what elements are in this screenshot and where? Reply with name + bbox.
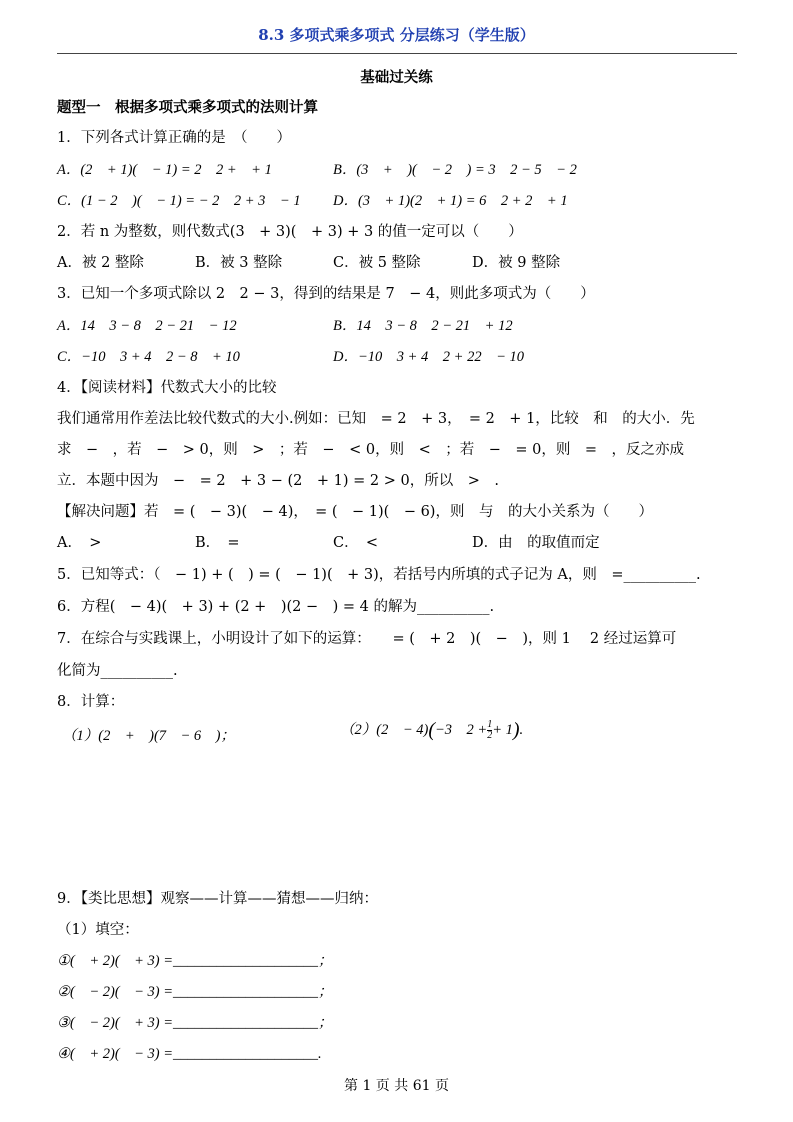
question-9-item-1: ①( + 2)( + 3) =____________________； (57, 953, 333, 969)
question-7-line-1: 7．在综合与实践课上，小明设计了如下的运算： = ( + 2 )( − )，则 1 2 经过运算可 (57, 631, 677, 647)
question-2-option-b: B．被 3 整除 (195, 255, 283, 271)
question-4-option-d: D．由 的取值而定 (472, 535, 600, 551)
section-title: 基础过关练 (360, 69, 433, 86)
question-3-option-d: D．−10 3 + 4 2 + 22 − 10 (333, 349, 524, 365)
question-8-part-2-suffix: . (519, 722, 524, 738)
question-4-option-a: A． > (57, 535, 102, 551)
question-4-problem: 【解决问题】若 = ( − 3)( − 4)， = ( − 1)( − 6)，则 与 的大小关系为（ ） (57, 504, 653, 520)
question-2-stem: 2．若 n 为整数，则代数式(3 + 3)( + 3) + 3 的值一定可以（ ） (57, 224, 523, 240)
question-8-part-2 (340, 718, 523, 742)
question-9-item-2: ②( − 2)( − 3) =____________________； (57, 984, 333, 1000)
question-9-subpart: （1）填空： (57, 922, 139, 938)
fraction-denominator: 2 (487, 730, 493, 742)
question-3-option-a: A．14 3 − 8 2 − 21 − 12 (57, 318, 237, 334)
question-4-option-c: C． < (333, 535, 378, 551)
question-1-option-b: B．(3 + )( − 2 ) = 3 2 − 5 − 2 (333, 162, 577, 178)
question-2-option-a: A．被 2 整除 (57, 255, 144, 271)
right-paren: ) (512, 719, 520, 742)
question-4-paragraph-3: 立．本题中因为 − = 2 + 3 − (2 + 1) = 2 > 0，所以 > . (57, 473, 499, 489)
question-8-part-2-inner-b: + 1 (492, 722, 513, 738)
question-9-item-3: ③( − 2)( + 3) =____________________； (57, 1015, 333, 1031)
question-4-paragraph-1: 我们通常用作差法比较代数式的大小.例如：已知 = 2 + 3， = 2 + 1，比较 和 的大小．先 (57, 411, 695, 427)
document-header: 8.3 多项式乘多项式 分层练习（学生版） (258, 26, 535, 44)
question-8-part-2-prefix: （2）(2 − 4) (340, 722, 429, 738)
question-3-option-c: C．−10 3 + 4 2 − 8 + 10 (57, 349, 240, 365)
question-8-part-1: （1）(2 + )(7 − 6 )； (62, 728, 236, 744)
question-1-option-c: C．(1 − 2 )( − 1) = − 2 2 + 3 − 1 (57, 193, 301, 209)
question-3-stem: 3．已知一个多项式除以 2 2 − 3，得到的结果是 7 − 4，则此多项式为（ ） (57, 286, 595, 302)
question-7-line-2: 化简为__________. (57, 663, 178, 679)
question-4-paragraph-2: 求 − ，若 − > 0，则 > ；若 − < 0，则 < ；若 − = 0，则 = ，反之亦成 (57, 442, 684, 458)
left-paren: ( (428, 719, 435, 742)
topic-title: 题型一 根据多项式乘多项式的法则计算 (57, 99, 318, 116)
question-8-part-2-inner-a: −3 2 + (435, 722, 488, 738)
header-divider (57, 53, 737, 54)
fraction-numerator: 1 (487, 719, 493, 731)
question-2-option-d: D．被 9 整除 (472, 255, 561, 271)
question-8-stem: 8．计算： (57, 694, 125, 710)
question-1-option-a: A．(2 + 1)( − 1) = 2 2 + + 1 (57, 162, 272, 178)
question-6-stem: 6．方程( − 4)( + 3) + (2 + )(2 − ) = 4 的解为__________. (57, 599, 495, 615)
question-3-option-b: B．14 3 − 8 2 − 21 + 12 (333, 318, 513, 334)
question-1-stem: 1．下列各式计算正确的是 （ ） (57, 130, 291, 146)
question-1-option-d: D．(3 + 1)(2 + 1) = 6 2 + 2 + 1 (333, 193, 568, 209)
question-9-item-4: ④( + 2)( − 3) =____________________. (57, 1046, 322, 1062)
question-2-option-c: C．被 5 整除 (333, 255, 421, 271)
page-footer: 第 1 页 共 61 页 (344, 1078, 449, 1094)
question-4-option-b: B． = (195, 535, 240, 551)
question-4-stem: 4．【阅读材料】代数式大小的比较 (57, 380, 277, 396)
question-5-stem: 5．已知等式：（ − 1) + ( ) = ( − 1)( + 3)，若括号内所填的式子记为 A，则 =__________. (57, 567, 701, 583)
question-9-stem: 9．【类比思想】观察——计算——猜想——归纳： (57, 891, 378, 907)
